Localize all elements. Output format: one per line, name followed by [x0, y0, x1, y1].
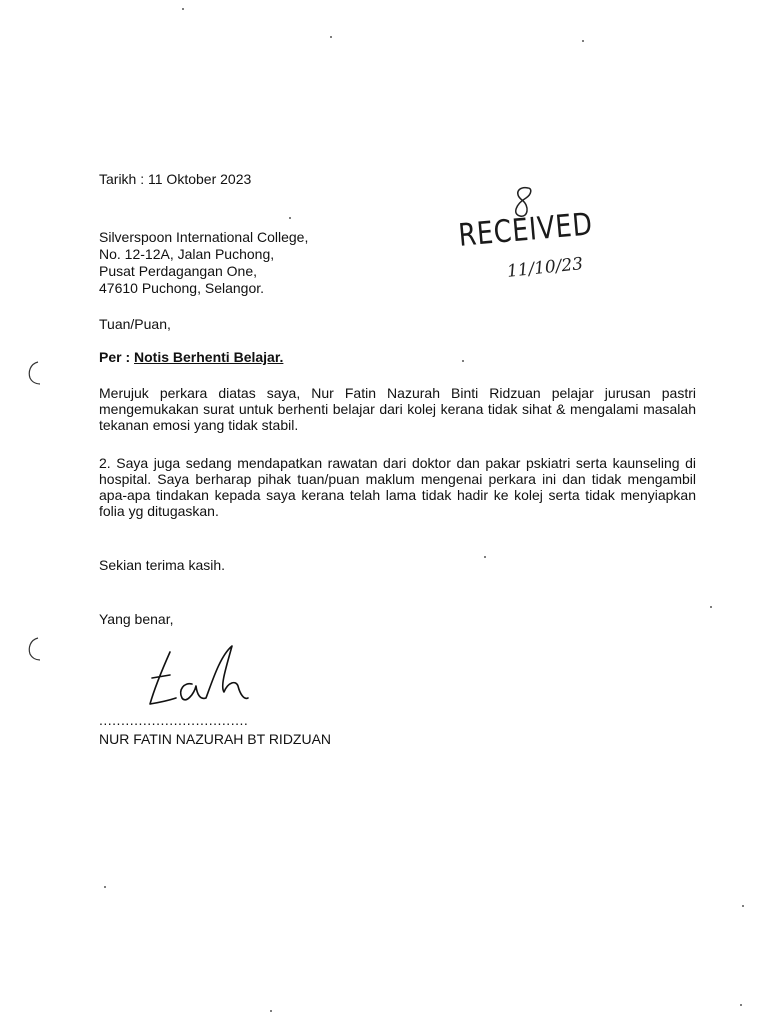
- received-date: 11/10/23: [506, 254, 585, 282]
- binder-hole-mark: [26, 636, 42, 662]
- handwritten-signature: [140, 642, 250, 712]
- scan-speck: [270, 1010, 272, 1012]
- received-stamp: RECEIVED: [457, 206, 595, 254]
- scan-speck: [582, 40, 584, 42]
- scan-speck: [289, 217, 291, 219]
- signature-line: ..................................: [99, 712, 249, 728]
- recipient-address: [99, 229, 308, 297]
- address-line-4: 47610 Puchong, Selangor.: [99, 280, 265, 296]
- salutation: Tuan/Puan,: [99, 316, 171, 332]
- address-line-3: Pusat Perdagangan One,: [99, 263, 258, 279]
- scan-speck: [182, 8, 184, 10]
- sign-off: Yang benar,: [99, 611, 174, 627]
- subject-prefix: Per :: [99, 349, 135, 365]
- letter-date: Tarikh : 11 Oktober 2023: [99, 171, 252, 187]
- binder-hole-mark: [26, 360, 42, 386]
- scan-speck: [742, 905, 744, 907]
- scan-speck: [740, 1004, 742, 1006]
- subject-line: [99, 349, 283, 366]
- scan-speck: [484, 556, 486, 558]
- body-paragraph-1: Merujuk perkara diatas saya, Nur Fatin Nazurah Binti Ridzuan pelajar jurusan pastri mengemukakan surat untuk berhenti belajar dari kolej kerana tidak sihat & mengalami masalah tekanan emosi yang tidak stabil.: [99, 385, 696, 433]
- closing-line: Sekian terima kasih.: [99, 557, 226, 573]
- scan-speck: [330, 36, 332, 38]
- scan-speck: [710, 606, 712, 608]
- address-line-1: Silverspoon International College,: [99, 229, 309, 245]
- body-paragraph-2: 2. Saya juga sedang mendapatkan rawatan dari doktor dan pakar pskiatri serta kaunseling di hospital. Saya berharap pihak tuan/puan maklum mengenai perkara ini dan tidak mengambil apa-apa tindakan kepada saya kerana telah lama tidak hadir ke kolej serta tidak menyiapkan folia yg ditugaskan.: [99, 455, 696, 519]
- subject-text: Notis Berhenti Belajar.: [134, 349, 284, 365]
- scan-speck: [462, 360, 464, 362]
- address-line-2: No. 12-12A, Jalan Puchong,: [99, 246, 275, 262]
- signer-name: NUR FATIN NAZURAH BT RIDZUAN: [99, 731, 332, 747]
- scan-speck: [104, 886, 106, 888]
